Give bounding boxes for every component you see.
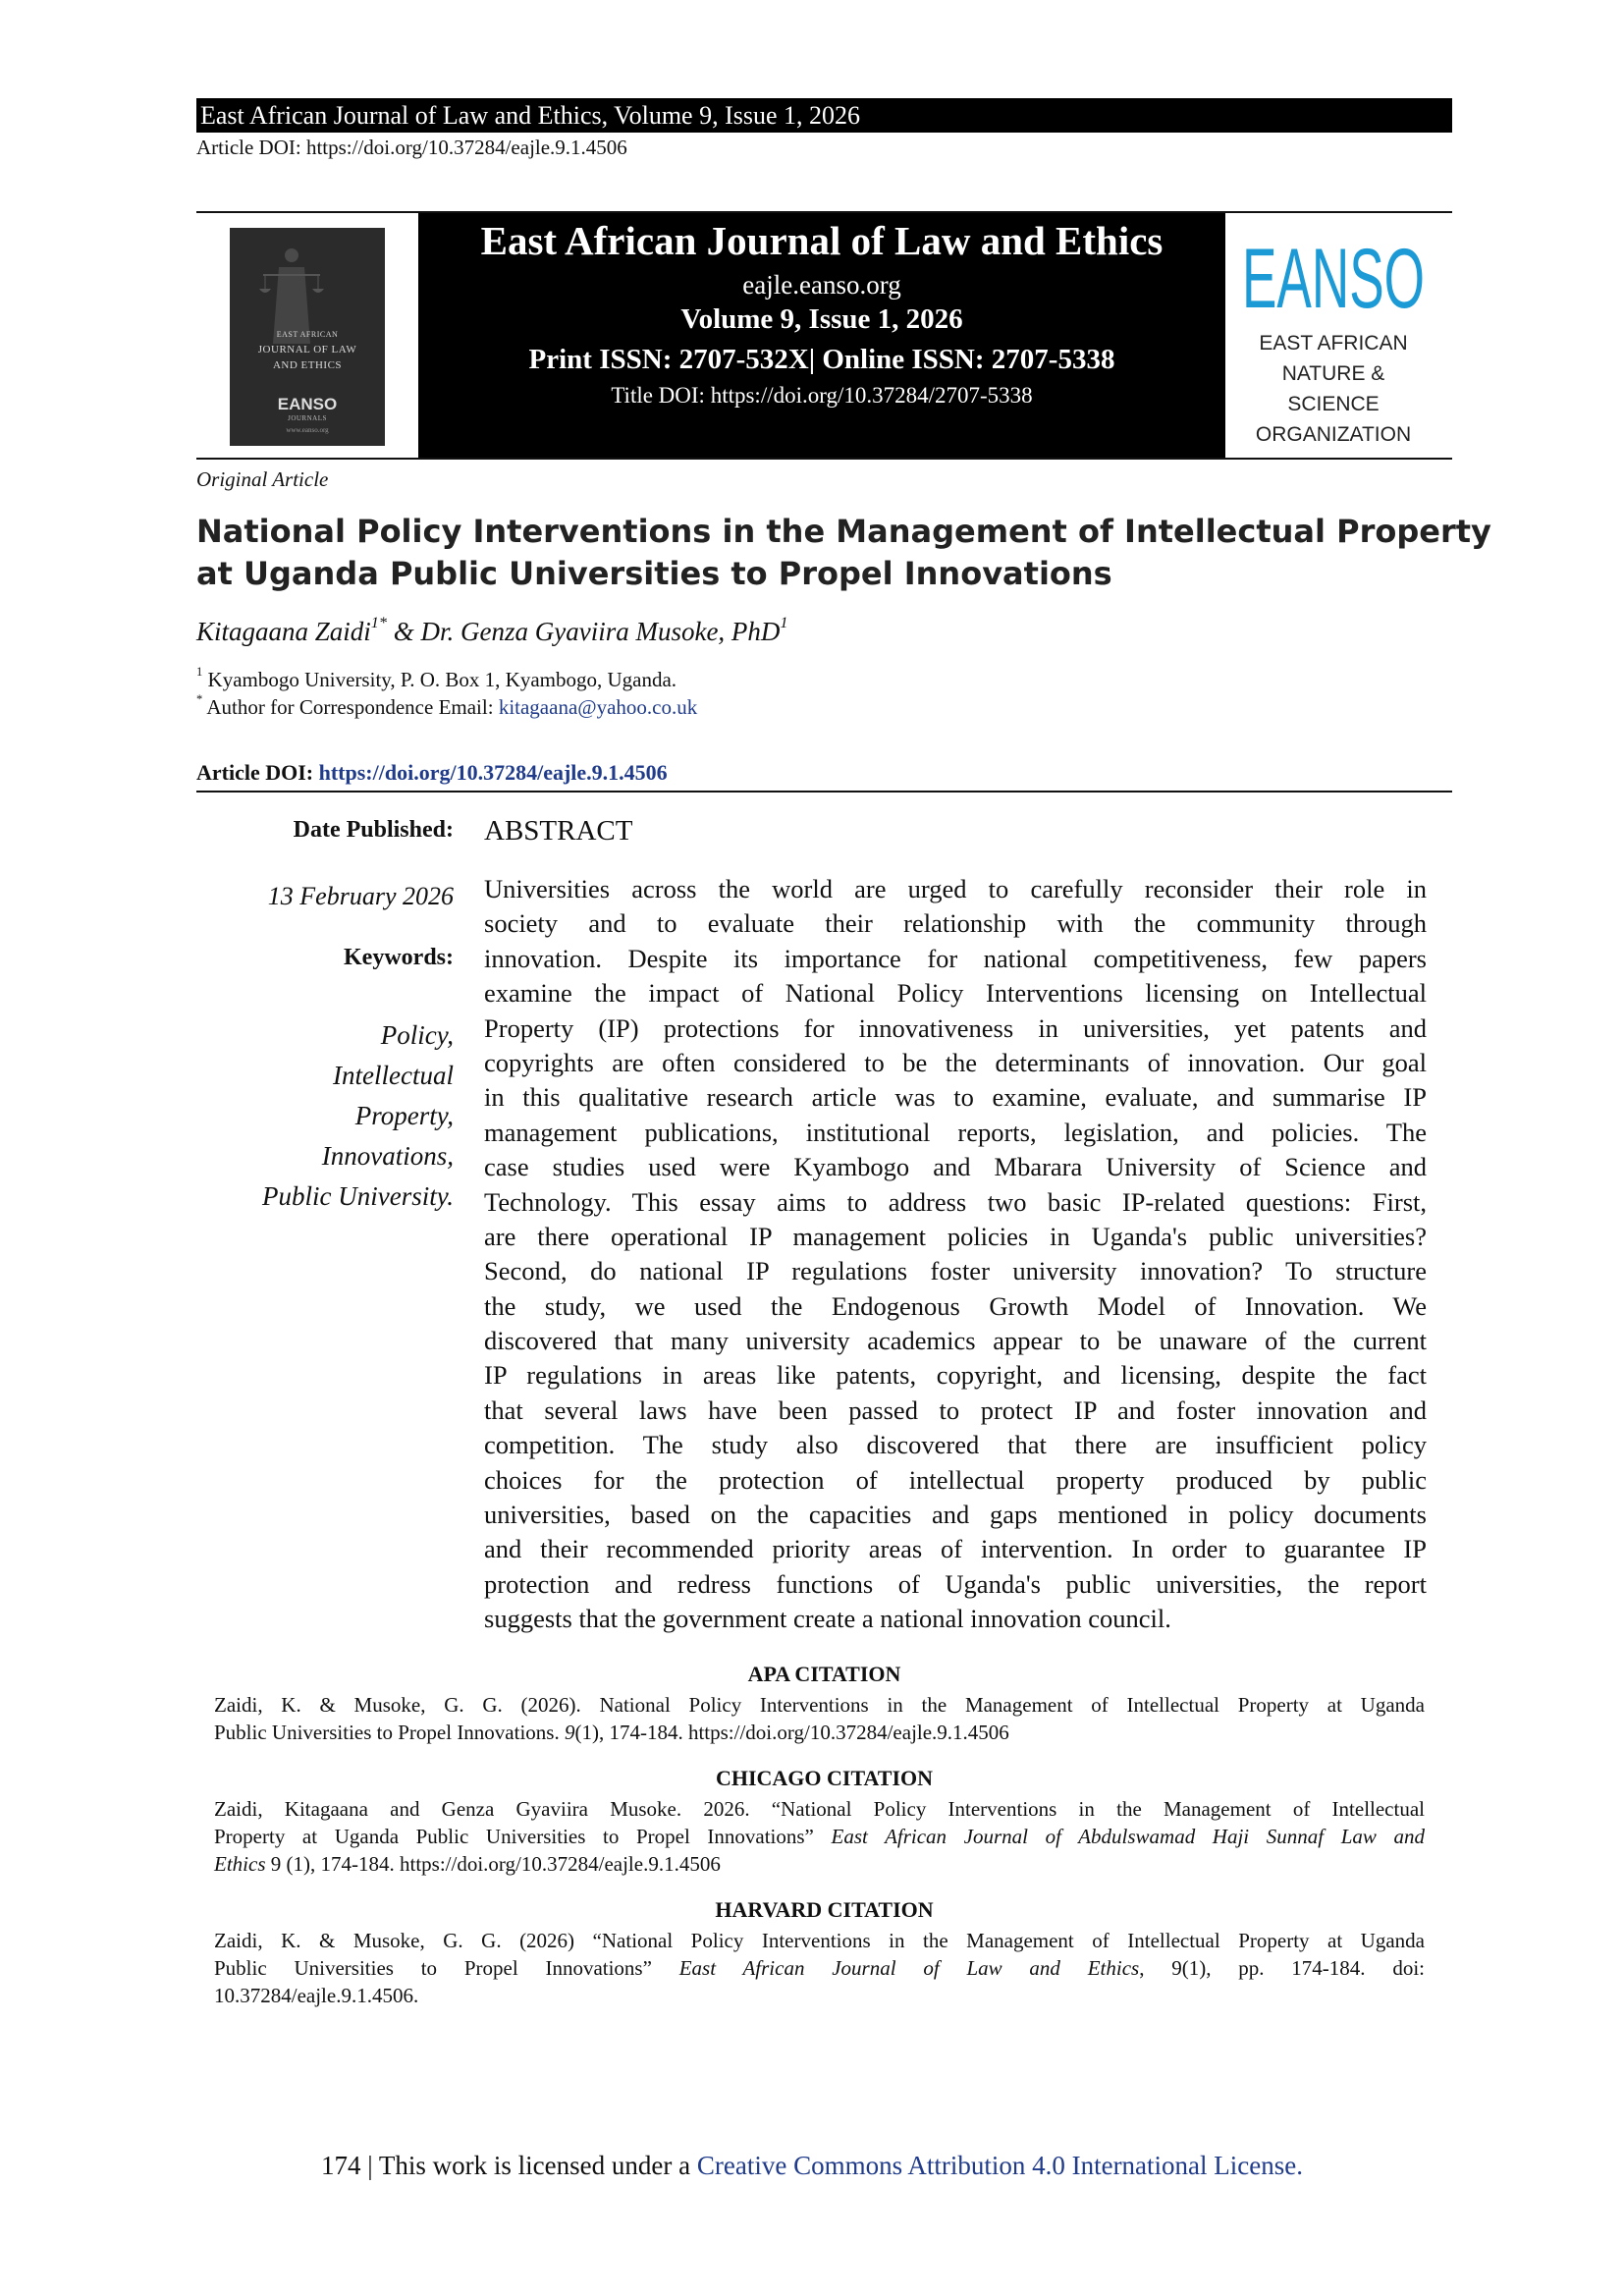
cover-line2: JOURNAL OF LAW (257, 344, 357, 355)
cover-site: www.eanso.org (286, 426, 329, 434)
eanso-logo (1239, 232, 1428, 326)
author-1: Kitagaana Zaidi (196, 617, 371, 646)
cover-line1: EAST AFRICAN (276, 330, 339, 339)
publisher-line: NATURE & (1281, 362, 1385, 385)
keyword: Intellectual (333, 1061, 454, 1090)
chicago-line (214, 1850, 1425, 1878)
abstract-line: suggests that the government create a national innovation council. (484, 1604, 1171, 1634)
article-doi (196, 760, 668, 786)
author-1-sup: 1* (370, 613, 387, 631)
abstract-line: in this qualitative research article was to examine, evaluate, and summarise IP (484, 1082, 1427, 1113)
article-title-line: at Uganda Public Universities to Propel Innovations (196, 555, 1112, 592)
abstract-line: competition. The study also discovered that there are insufficient policy (484, 1430, 1427, 1460)
apa-heading: APA CITATION (747, 1662, 901, 1686)
chicago-citation (214, 1795, 1425, 1878)
abstract-line: the study, we used the Endogenous Growth Model of Innovation. We (484, 1290, 1427, 1321)
chicago-text: Property at Uganda Public Universities to Propel Innovations” (214, 1825, 832, 1848)
article-title (196, 511, 1491, 595)
harvard-text: , 9(1), pp. 174-184. doi: (1139, 1956, 1425, 1980)
masthead-bottom-rule (196, 458, 1452, 460)
abstract-line: society and to evaluate their relationship with the community through (484, 908, 1427, 939)
page-footer (0, 2151, 1624, 2181)
article-title-line: National Policy Interventions in the Management of Intellectual Property (196, 513, 1491, 550)
harvard-heading: HARVARD CITATION (715, 1897, 934, 1922)
abstract-line: Property (IP) protections for innovativeness in universities, yet patents and (484, 1012, 1427, 1043)
keywords-list (196, 1015, 454, 1217)
date-published: 13 February 2026 (267, 882, 454, 910)
keyword: Public University. (262, 1181, 454, 1211)
apa-line: Zaidi, K. & Musoke, G. G. (2026). National Policy Interventions in the Management of Intellectual Property at Uganda (214, 1693, 1425, 1717)
publisher-line: ORGANIZATION (1255, 423, 1412, 446)
lady-justice-figure (257, 246, 326, 355)
running-header-doi: Article DOI: https://doi.org/10.37284/eajle.9.1.4506 (196, 136, 627, 159)
apa-line (214, 1719, 1425, 1746)
publisher-name (1225, 328, 1441, 450)
license-link[interactable]: Creative Commons Attribution 4.0 International License. (696, 2151, 1303, 2180)
author-separator: & (386, 617, 421, 646)
affiliation-1 (196, 665, 677, 692)
abstract-line: universities, based on the capacities and gaps mentioned in policy documents (484, 1500, 1427, 1530)
footer-text: | This work is licensed under a (360, 2151, 697, 2180)
abstract-line: copyrights are often considered to be the determinants of innovation. Our goal (484, 1047, 1427, 1077)
abstract-line: examine the impact of National Policy Interventions licensing on Intellectual (484, 978, 1427, 1009)
abstract-line: that several laws have been passed to protect IP and foster innovation and (484, 1394, 1427, 1425)
article-doi-link[interactable]: https://doi.org/10.37284/eajle.9.1.4506 (318, 760, 668, 785)
affiliation-1-sup: 1 (196, 665, 203, 680)
publisher-line: SCIENCE (1287, 393, 1380, 415)
author-2-sup: 1 (780, 613, 788, 631)
abstract-line: Universities across the world are urged to carefully reconsider their role in (484, 874, 1427, 903)
abstract-line: IP regulations in areas like patents, copyright, and licensing, despite the fact (484, 1360, 1427, 1391)
running-header-title: East African Journal of Law and Ethics, Volume 9, Issue 1, 2026 (196, 98, 1452, 133)
abstract-line: choices for the protection of intellectual property produced by public (484, 1464, 1427, 1495)
abstract-line: management publications, institutional reports, legislation, and policies. The (484, 1117, 1427, 1147)
harvard-line: Zaidi, K. & Musoke, G. G. (2026) “National Policy Interventions in the Management of Intellectual Property at Uganda (214, 1929, 1425, 1952)
harvard-line (214, 1954, 1425, 1982)
chicago-line (214, 1823, 1425, 1850)
abstract-line: protection and redress functions of Uganda's public universities, the report (484, 1568, 1427, 1599)
chicago-heading: CHICAGO CITATION (715, 1766, 934, 1790)
harvard-text: Public Universities to Propel Innovations” (214, 1956, 679, 1980)
cover-line3: AND ETHICS (272, 359, 343, 371)
abstract-line: case studies used were Kyambogo and Mbarara University of Science and (484, 1152, 1427, 1182)
article-doi-label: Article DOI: (196, 760, 319, 785)
journal-title: East African Journal of Law and Ethics (480, 218, 1164, 263)
abstract-line: Technology. This essay aims to address two basic IP-related questions: First, (484, 1186, 1427, 1217)
keyword: Innovations, (321, 1141, 454, 1171)
apa-text: Public Universities to Propel Innovations. (214, 1721, 565, 1744)
journal-issn: Print ISSN: 2707-532X| Online ISSN: 2707-5338 (528, 344, 1115, 375)
harvard-line: 10.37284/eajle.9.1.4506. (214, 1984, 419, 2007)
author-2: Dr. Genza Gyaviira Musoke, PhD (420, 617, 781, 646)
eanso-logo-text: EANSO (1242, 232, 1425, 326)
apa-text: (1), 174-184. https://doi.org/10.37284/eajle.9.1.4506 (574, 1721, 1009, 1744)
apa-volume: 9 (564, 1721, 575, 1744)
masthead-banner (418, 213, 1225, 458)
journal-volume: Volume 9, Issue 1, 2026 (680, 303, 963, 335)
chicago-journal: East African Journal of Abdulswamad Haji Sunnaf Law and (831, 1825, 1426, 1848)
correspondence-text: Author for Correspondence Email: (202, 695, 499, 719)
doi-rule (196, 791, 1452, 793)
authors (196, 613, 788, 647)
harvard-journal: East African Journal of Law and Ethics (678, 1956, 1140, 1980)
keyword: Policy, (380, 1020, 454, 1050)
keywords-label: Keywords: (344, 945, 454, 970)
correspondence (196, 692, 698, 720)
journal-cover-image (230, 228, 385, 446)
cover-logo: EANSO (277, 395, 338, 413)
article-type: Original Article (196, 467, 329, 491)
abstract-line: discovered that many university academics appear to be unaware of the current (484, 1326, 1427, 1356)
abstract-line: Second, do national IP regulations foster university innovation? To structure (484, 1256, 1427, 1286)
date-label: Date Published: (293, 817, 454, 843)
journal-title-doi: Title DOI: https://doi.org/10.37284/2707-5338 (611, 383, 1033, 408)
email-link[interactable]: kitagaana@yahoo.co.uk (498, 695, 698, 719)
chicago-text: 9 (1), 174-184. https://doi.org/10.37284/eajle.9.1.4506 (265, 1852, 721, 1876)
apa-citation (214, 1691, 1425, 1746)
affiliation-1-text: Kyambogo University, P. O. Box 1, Kyambogo, Uganda. (202, 668, 677, 691)
abstract-body (484, 872, 1427, 1637)
journal-site: eajle.eanso.org (742, 270, 901, 300)
abstract-heading: ABSTRACT (484, 815, 633, 847)
cover-badge: JOURNALS (288, 414, 327, 422)
publisher-line: EAST AFRICAN (1259, 332, 1408, 355)
chicago-line: Zaidi, Kitagaana and Genza Gyaviira Musoke. 2026. “National Policy Interventions in the Management of Intellectual (214, 1797, 1425, 1821)
chicago-journal: Ethics (214, 1852, 266, 1876)
abstract-line: and their recommended priority areas of intervention. In order to guarantee IP (484, 1534, 1427, 1564)
abstract-line: are there operational IP management policies in Uganda's public universities? (484, 1221, 1427, 1251)
keyword: Property, (354, 1101, 454, 1130)
page-number: 174 (321, 2151, 361, 2180)
harvard-citation (214, 1927, 1425, 2009)
abstract-line: innovation. Despite its importance for national competitiveness, few papers (484, 943, 1427, 973)
correspondence-sup: * (196, 692, 203, 707)
